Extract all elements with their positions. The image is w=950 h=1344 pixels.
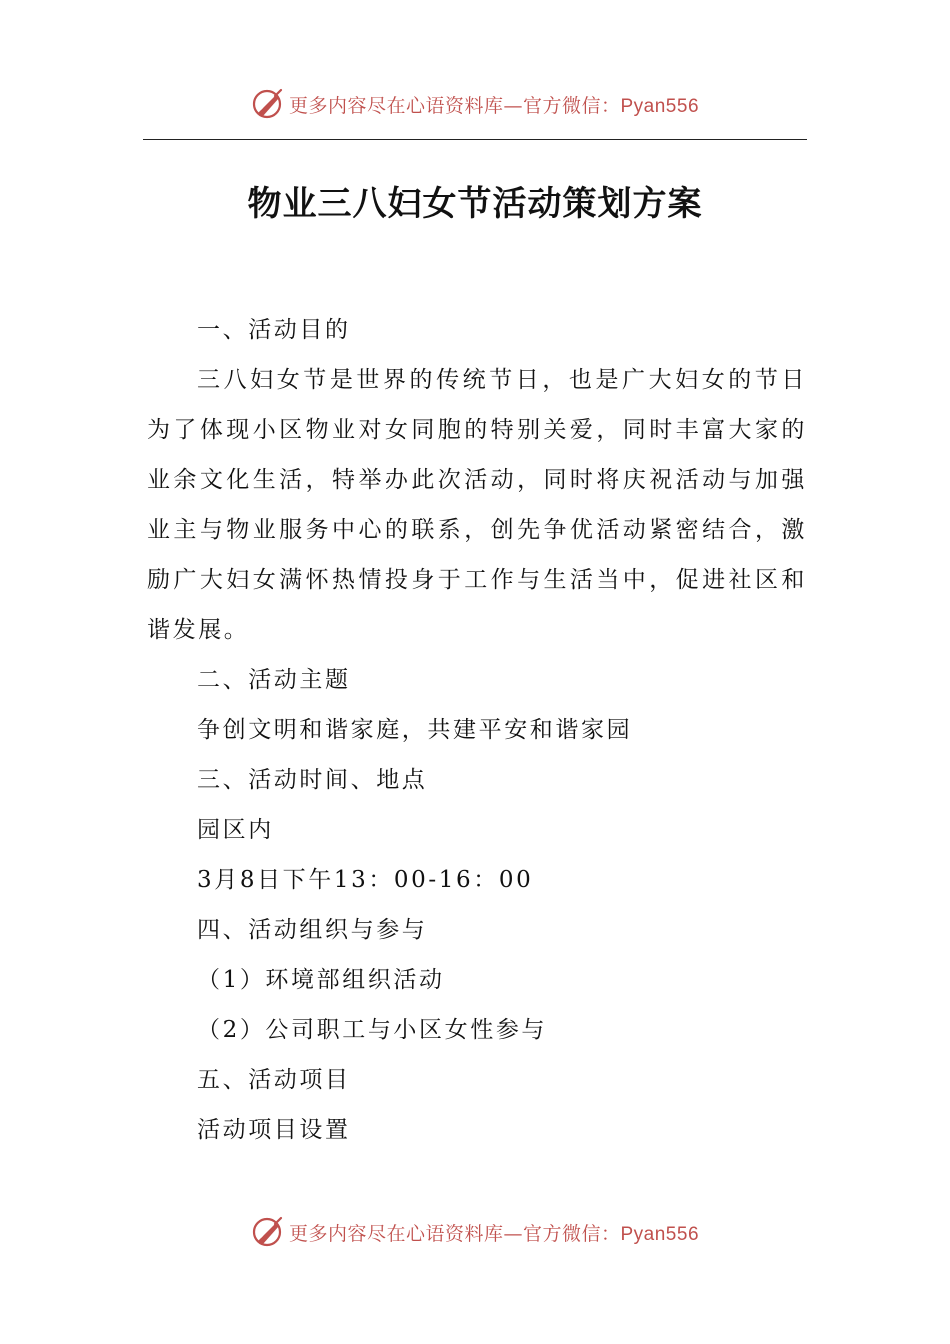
section-5-heading: 五、活动项目 bbox=[197, 1067, 351, 1093]
section-4-item-1: （1）环境部组织活动 bbox=[197, 967, 445, 993]
section-4-heading: 四、活动组织与参与 bbox=[197, 917, 428, 943]
section-4-item-2: （2）公司职工与小区女性参与 bbox=[197, 1017, 548, 1043]
footer-banner bbox=[0, 1212, 950, 1252]
section-3-heading: 三、活动时间、地点 bbox=[197, 767, 428, 793]
section-5-text: 活动项目设置 bbox=[197, 1117, 351, 1143]
section-1-heading: 一、活动目的 bbox=[197, 317, 351, 343]
wechat-id: Pyan556 bbox=[620, 1223, 700, 1245]
pen-logo-icon bbox=[251, 87, 285, 121]
header-divider bbox=[143, 139, 807, 140]
header-banner-text: 更多内容尽在心语资料库—官方微信：Pyan556 bbox=[288, 94, 700, 117]
wechat-id: Pyan556 bbox=[620, 95, 700, 117]
section-1-paragraph: 三八妇女节是世界的传统节日，也是广大妇女的节日为了体现小区物业对女同胞的特别关爱，同时丰富大家的业余文化生活，特举办此次活动，同时将庆祝活动与加强业主与物业服务中心的联系，创先争优活动紧密结合，激励广大妇女满怀热情投身于工作与生活当中，促进社区和谐发展。 bbox=[147, 367, 807, 643]
section-3-place: 园区内 bbox=[197, 817, 274, 843]
section-2-theme: 争创文明和谐家庭，共建平安和谐家园 bbox=[197, 717, 633, 743]
footer-banner-text: 更多内容尽在心语资料库—官方微信：Pyan556 bbox=[288, 1222, 700, 1245]
pen-logo-icon bbox=[251, 1215, 285, 1249]
document-body bbox=[147, 305, 807, 1155]
section-2-heading: 二、活动主题 bbox=[197, 667, 351, 693]
document-title: 物业三八妇女节活动策划方案 bbox=[247, 184, 703, 224]
header-banner bbox=[0, 84, 950, 124]
section-3-time: 3月8日下午13：00-16：00 bbox=[197, 867, 534, 893]
